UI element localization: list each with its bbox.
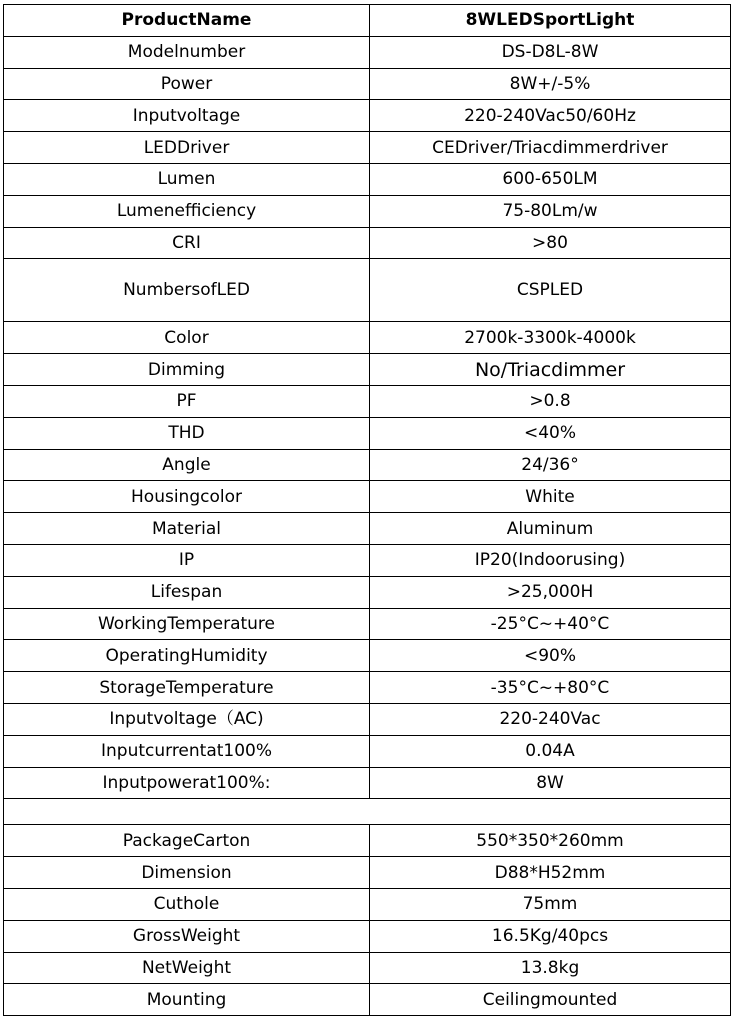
spec-value: >0.8 bbox=[370, 385, 731, 417]
spec-label: Power bbox=[4, 68, 370, 100]
spec-value: 0.04A bbox=[370, 735, 731, 767]
spec-value: 75mm bbox=[370, 888, 731, 920]
spec-label: PF bbox=[4, 385, 370, 417]
spec-table bbox=[3, 4, 731, 1016]
table-row bbox=[4, 767, 731, 799]
spec-label: Lifespan bbox=[4, 576, 370, 608]
spec-value: 600-650LM bbox=[370, 163, 731, 195]
table-row bbox=[4, 259, 731, 322]
spec-label: Lumenefficiency bbox=[4, 195, 370, 227]
table-row bbox=[4, 703, 731, 735]
table-row bbox=[4, 920, 731, 952]
table-header-row bbox=[4, 5, 731, 37]
spec-value: 550*350*260mm bbox=[370, 825, 731, 857]
spec-label: Dimension bbox=[4, 857, 370, 889]
spec-value: No/Triacdimmer bbox=[370, 354, 731, 386]
table-row bbox=[4, 132, 731, 164]
spec-value: 8W+/-5% bbox=[370, 68, 731, 100]
spec-label: LEDDriver bbox=[4, 132, 370, 164]
spec-value: White bbox=[370, 481, 731, 513]
table-row bbox=[4, 640, 731, 672]
table-row bbox=[4, 195, 731, 227]
spec-label: Inputcurrentat100% bbox=[4, 735, 370, 767]
table-row bbox=[4, 952, 731, 984]
spec-value: Aluminum bbox=[370, 513, 731, 545]
table-row bbox=[4, 608, 731, 640]
spec-value: 220-240Vac bbox=[370, 703, 731, 735]
spacer-cell bbox=[4, 799, 731, 825]
table-row bbox=[4, 100, 731, 132]
spec-value: DS-D8L-8W bbox=[370, 36, 731, 68]
spec-value: 8W bbox=[370, 767, 731, 799]
table-row bbox=[4, 481, 731, 513]
spec-value: >80 bbox=[370, 227, 731, 259]
header-value: 8WLEDSportLight bbox=[370, 5, 731, 37]
spec-label: Mounting bbox=[4, 984, 370, 1016]
spec-value: 75-80Lm/w bbox=[370, 195, 731, 227]
spec-value: <40% bbox=[370, 417, 731, 449]
spec-value: CSPLED bbox=[370, 259, 731, 322]
table-row bbox=[4, 163, 731, 195]
spec-label: Modelnumber bbox=[4, 36, 370, 68]
table-row bbox=[4, 672, 731, 704]
spec-label: StorageTemperature bbox=[4, 672, 370, 704]
spec-label: Inputpowerat100%: bbox=[4, 767, 370, 799]
spec-value: 2700k-3300k-4000k bbox=[370, 322, 731, 354]
table-row bbox=[4, 322, 731, 354]
spec-value: 220-240Vac50/60Hz bbox=[370, 100, 731, 132]
spec-label: Lumen bbox=[4, 163, 370, 195]
spec-label: Housingcolor bbox=[4, 481, 370, 513]
spec-value: -25°C~+40°C bbox=[370, 608, 731, 640]
table-row bbox=[4, 888, 731, 920]
table-spacer-row bbox=[4, 799, 731, 825]
spec-value: CEDriver/Triacdimmerdriver bbox=[370, 132, 731, 164]
table-row bbox=[4, 36, 731, 68]
spec-label: GrossWeight bbox=[4, 920, 370, 952]
spec-label: Material bbox=[4, 513, 370, 545]
table-row bbox=[4, 544, 731, 576]
spec-value: 24/36° bbox=[370, 449, 731, 481]
spec-label: THD bbox=[4, 417, 370, 449]
spec-label: OperatingHumidity bbox=[4, 640, 370, 672]
table-row bbox=[4, 385, 731, 417]
spec-label: Inputvoltage（AC) bbox=[4, 703, 370, 735]
spec-label: CRI bbox=[4, 227, 370, 259]
spec-label: Inputvoltage bbox=[4, 100, 370, 132]
table-row bbox=[4, 825, 731, 857]
table-row bbox=[4, 354, 731, 386]
table-row bbox=[4, 68, 731, 100]
table-row bbox=[4, 735, 731, 767]
header-label: ProductName bbox=[4, 5, 370, 37]
table-row bbox=[4, 857, 731, 889]
spec-label: Color bbox=[4, 322, 370, 354]
table-row bbox=[4, 227, 731, 259]
spec-value: -35°C~+80°C bbox=[370, 672, 731, 704]
spec-label: WorkingTemperature bbox=[4, 608, 370, 640]
spec-value: Ceilingmounted bbox=[370, 984, 731, 1016]
table-row bbox=[4, 984, 731, 1016]
spec-label: PackageCarton bbox=[4, 825, 370, 857]
table-row bbox=[4, 417, 731, 449]
spec-label: NumbersofLED bbox=[4, 259, 370, 322]
spec-value: <90% bbox=[370, 640, 731, 672]
spec-label: Angle bbox=[4, 449, 370, 481]
spec-label: Cuthole bbox=[4, 888, 370, 920]
spec-value: 13.8kg bbox=[370, 952, 731, 984]
spec-label: NetWeight bbox=[4, 952, 370, 984]
spec-label: Dimming bbox=[4, 354, 370, 386]
spec-value: D88*H52mm bbox=[370, 857, 731, 889]
spec-value: >25,000H bbox=[370, 576, 731, 608]
spec-value: IP20(Indoorusing) bbox=[370, 544, 731, 576]
table-row bbox=[4, 576, 731, 608]
spec-label: IP bbox=[4, 544, 370, 576]
spec-value: 16.5Kg/40pcs bbox=[370, 920, 731, 952]
table-row bbox=[4, 513, 731, 545]
table-row bbox=[4, 449, 731, 481]
